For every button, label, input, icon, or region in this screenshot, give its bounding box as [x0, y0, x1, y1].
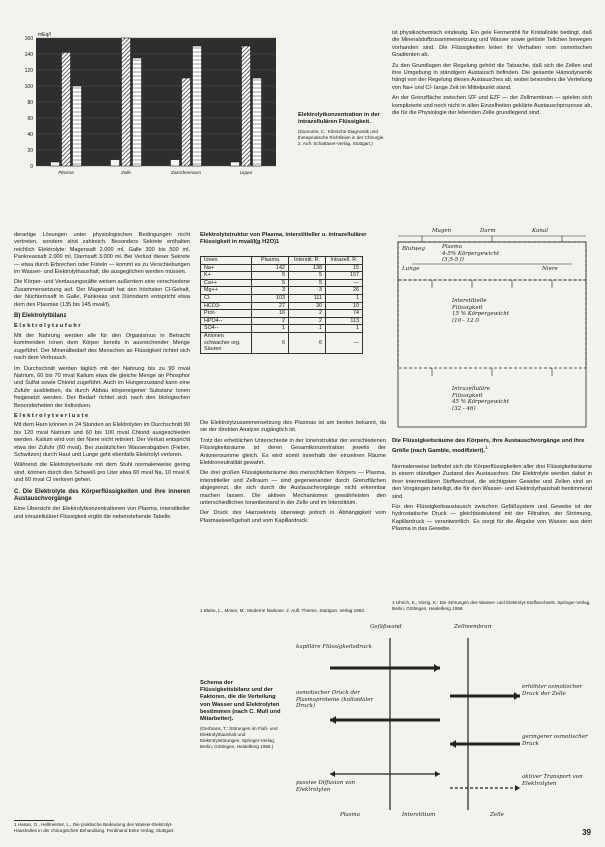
figure-3-source: (Gerbrans, T.: Störungen im Fluß- und Elektrolythaushalt und Elektrolytstörungen. Springer-Verlag, Berlin, Göttingen, Heidelberg 1958.) [200, 726, 278, 750]
ion-value-cell: 113 [326, 317, 363, 325]
table-row [201, 302, 363, 310]
paragraph: Normalerweise befindet sich die Körperflüssigkeiten aller drei Flüssigkeitsräume in einem ständigen Zustand des Austausches. Die Elektrolyte werden dabei in ihrer intermediären Stoffwechsel, die wichtigsten Gewebe und Zellen sind an den Vorgängen beteiligt, die für den Wasser- und Elektrolythaushalt bestimmend sind. [392, 464, 592, 500]
exchange-arrows [422, 236, 562, 242]
bar [122, 38, 131, 166]
ion-value-cell: 74 [326, 310, 363, 318]
paragraph: ist physikochemisch eindeutig. Ein gele Fermenthil für Kristalloide bedingt, daß die Mineralstoffzusammensetzung und Wasser sowie gelöste Teilchen bewegen vorhanden sind. Die Flüssigkeiten leiten ihr Verhalten vom osmotischen Gradienten ab. [392, 30, 592, 59]
ion-value-cell: 1 [252, 325, 289, 333]
ion-value-cell: 142 [252, 264, 289, 272]
ion-name-cell: Na+ [201, 264, 252, 272]
arrowhead [434, 664, 440, 672]
bar [242, 46, 251, 166]
table-caption [200, 232, 388, 246]
figure-1-chart [14, 30, 282, 180]
ion-value-cell: 103 [252, 294, 289, 302]
ion-value-cell: 1 [326, 325, 363, 333]
ion-name-cell: Mg++ [201, 287, 252, 295]
ion-name-cell: Anionen schwacher org. Säuren [201, 332, 252, 353]
arrowhead [514, 692, 520, 700]
x-tick-label: Plasma [58, 170, 74, 175]
figure-2-diagram [392, 228, 592, 433]
x-tick-label: Liquor [239, 170, 253, 175]
figure-2-title: Die Flüssigkeitsräume des Körpers, ihre Austauschvorgänge und ihre Größe (nach Gamble, modifiziert). [392, 438, 585, 455]
subheading: Elektrolytverluste [14, 412, 90, 419]
ion-name-cell: Ca++ [201, 279, 252, 287]
subheading: Elektrolytzufuhr [14, 323, 83, 330]
figure-1-source: (Dumonte, C.: Klinische Diagnostik und therapeutische Richtlinien in der Chirurgie. 2. Aufl. Schattauer-Verlag, Stuttgart.) [298, 129, 385, 147]
y-axis-label: mEq/l [38, 32, 51, 38]
chart-svg [14, 30, 282, 180]
bar [193, 46, 202, 166]
table-header: Interstit. R. [289, 257, 326, 265]
y-tick-label: 140 [24, 52, 33, 58]
section-heading: B) Elektrolytbilanz [14, 313, 67, 320]
paragraph: Während die Elektrolytverluste mit dem Stuhl normalerweise gering sind, können durch den Schweiß pro Liter etwa 60 mval Na, 10 mval K und 60 mval Cl verloren gehen. [14, 462, 190, 484]
table-caption-text: Elektrolytstruktur von Plasma, interstitieller u. intrazellulärer Flüssigkeit in mval/l(g H2O)1 [200, 232, 367, 246]
table-header: Intrazell. R. [326, 257, 363, 265]
bar [51, 162, 60, 166]
label-intracellular: Intrazelluläre Flüssigkeit 45 % Körpergewicht (32 - 46) [452, 386, 510, 412]
ion-value-cell: 1 [326, 294, 363, 302]
x-tick-label: Zelle [121, 170, 131, 175]
table-row [201, 325, 363, 333]
footnote: 1 Uhrich, K., Vierig, K.: Die Störungen des Wasser- und Elektrolyt-Stoffwechsels. Springer-Verlag, Berlin, Göttingen, Heidelberg 1958. [392, 600, 591, 611]
paragraph: Mit dem Harn können in 24 Stunden an Elektrolyten im Durchschnitt 90 bis 120 mval Natrium und 60 bis 100 mval Chlorid ausgeschieden werden. Kalium wird von der Niere nicht retiniert. Der Verlust entspricht etwa der Zufuhr (60 mval). Bei zusätzlichen Wasserabgaben (Fieber, Schwitzen) durch Haut und Lunge geht ebenfalls Elektrolyt verloren. [14, 422, 190, 458]
paragraph: Trotz der erheblichen Unterschiede in der Ionenstruktur der verschiedenen Flüssigkeitsräume ist deren Gesamtkonzentration jeweils der Anionensumme gleich. Es wird somit innerhalb der einzelnen Räume Elektroneutralität gewahrt. [200, 437, 386, 467]
ion-value-cell: 1 [289, 325, 326, 333]
label-plasma-bottom: Plasma [340, 812, 361, 818]
label-passive-diffusion: passive Diffusion von Elektrolyten [296, 780, 356, 793]
section-heading: C. Die Elektrolyte des Körperflüssigkeiten und ihre inneren Austauschvorgänge [14, 488, 190, 502]
table-row [201, 317, 363, 325]
table-row [201, 264, 363, 272]
y-tick-label: 160 [24, 36, 33, 42]
label-vessel-wall: Gefäßwand [370, 624, 402, 630]
paragraph: Zu den Grundlagen der Regelung gehört die Tatsache, daß sich die Zellen und ihre Umgebung in ständigem Austausch befinden. Die gesamte Hämodynamik hängt von der Regelung dieses Austausches ab, wobei besonders die Verteilung von Na+ und Cl- lange Zeit im Mittelpunkt stand. [392, 62, 592, 91]
paragraph: Eine Übersicht der Elektrolytkonzentrationen von Plasma, interstitieller und intrazellulärer Flüssigkeit ergibt die nebenstehende Tabelle. [14, 506, 190, 520]
label-active-transport: aktiver Transport von Elektrolyten [522, 774, 583, 787]
ion-value-cell: 30 [289, 302, 326, 310]
footnote-divider [14, 820, 54, 821]
label-interstitial: Interstitielle Flüssigkeit 15 % Körpergewicht (10 - 12 l) [452, 298, 510, 324]
label-plasma: Plasma 4-5% Körpergewicht (3,5-5 l) [442, 244, 500, 263]
label-darm: Darm [480, 228, 496, 234]
y-tick-label: 100 [24, 84, 33, 90]
bar [253, 78, 262, 166]
label-cell-membrane: Zellmembran [454, 624, 492, 630]
ion-value-cell: 10 [326, 302, 363, 310]
table-row [201, 310, 363, 318]
ion-value-cell: 2 [252, 317, 289, 325]
label-oncotic-pressure: osmotischer Druck der Plasmaproteine (kolloidaler Druck) [296, 690, 374, 709]
table-header-row [201, 257, 363, 265]
ion-name-cell: SO4-- [201, 325, 252, 333]
arrowhead [330, 716, 336, 724]
ion-name-cell: HCO3- [201, 302, 252, 310]
label-lower-osmotic: geringerer osmotischer Druck [522, 734, 588, 747]
page-number: 39 [582, 828, 591, 837]
bar [231, 162, 240, 166]
label-magen: Magen [432, 228, 452, 234]
table-row [201, 332, 363, 353]
ion-value-cell: 6 [252, 332, 289, 353]
label-kanal: Kanal [532, 228, 548, 234]
bar [62, 52, 71, 166]
ion-table-wrap [200, 256, 363, 354]
table-header: Ionen [201, 257, 252, 265]
table-row [201, 279, 363, 287]
table-header: Plasma [252, 257, 289, 265]
paragraph: An der Grenzfläche zwischen IZF und EZF — der Zellmembran — spielen sich komplizierte und noch nicht in allen Einzelheiten geklärte Austauschprozesse ab, die für die Physiologie der lebenden Zelle grundlegend sind. [392, 95, 592, 117]
ion-value-cell: 6 [289, 332, 326, 353]
ion-value-cell: 2 [289, 310, 326, 318]
ion-value-cell: 138 [289, 264, 326, 272]
footnote: 1 Hasan, G., Hellmeister, L., Die praktische Bedeutung des Wasser-Elektrolyt-Haushaltes in der chirurgischen Behandlung. Ferdinand Enke Verlag, Stuttgart. [14, 822, 175, 833]
y-tick-label: 60 [27, 116, 33, 122]
paragraph: Im Durchschnitt werden täglich mit der Nahrung bis zu 90 mval Natrium, 60 bis 70 mval Kalium etwa die gleiche Menge an Phosphor und Sulfat sowie Chlorid zugeführt. Auch im Hungerzustand kann eine Zufuhr ausbleiben, da durch Abbau körpereigener Substanz Ionen freigesetzt werden. Der Bedarf richtet sich nach den biologischen Besonderheiten der Individuen. [14, 365, 190, 409]
ion-value-cell: 2 [289, 317, 326, 325]
ion-value-cell: 5 [289, 279, 326, 287]
paragraph: Mit der Nahrung werden alle für den Organismus in Betracht kommenden Ionen dem Körper bereits in ausreichender Menge zugeführt. Der Mineralbedarf des Menschen an Flüssigkeit richtet sich nach dem Verbrauch. [14, 332, 190, 362]
top-right-text [392, 30, 592, 120]
ion-value-cell: 157 [326, 272, 363, 280]
interstitial-compartment [398, 280, 586, 368]
y-tick-label: 20 [27, 148, 33, 154]
figure-2-note-marker: 1 [485, 446, 488, 452]
figure-3-svg [290, 624, 594, 824]
ion-value-cell: 111 [289, 294, 326, 302]
ion-value-cell: 3 [289, 287, 326, 295]
ion-name-cell: HPO4-- [201, 317, 252, 325]
label-niere: Niere [542, 266, 558, 272]
label-capillary-pressure: kapilläre Flüssigkeitsdruck [296, 644, 372, 650]
ion-name-cell: Prot- [201, 310, 252, 318]
ion-name-cell: K+ [201, 272, 252, 280]
y-tick-label: 40 [27, 132, 33, 138]
ion-value-cell: 26 [326, 287, 363, 295]
bar [133, 58, 142, 166]
ion-name-cell: Cl- [201, 294, 252, 302]
figure-3-title: Schema der Flüssigkeitsbilanz und der Faktoren, die die Verteilung von Wasser und Elektrolyten bestimmen (nach C. Mull und Mitarbeiter). [200, 680, 281, 723]
paragraph: Die Elektrolytzusammensetzung des Plasmas ist am besten bekannt, da sie der direkten Analyse zugänglich ist. [200, 420, 386, 434]
table-row [201, 272, 363, 280]
y-tick-label: 0 [30, 164, 33, 170]
x-tick-label: Zwischenraum [171, 170, 201, 175]
arrowhead [450, 740, 456, 748]
label-bluter: Blutweg [402, 246, 426, 252]
ion-table [200, 256, 363, 354]
label-cell-bottom: Zelle [490, 812, 504, 818]
figure-1-title: Elektrolytkonzentration in der intrazellulären Flüssigkeit. [298, 112, 380, 126]
bar [73, 86, 82, 166]
figure-1-caption [298, 112, 386, 147]
arrowhead [515, 785, 520, 791]
ion-value-cell: 5 [289, 272, 326, 280]
label-cell-osmotic: erhöhter osmotischer Druck der Zelle [522, 684, 583, 697]
paragraph: Der Druck des Harnsekrets überwiegt jedoch in Abhängigkeit vom Plasmaeiweißgehalt und vom Kapillardruck. [200, 510, 386, 524]
y-tick-label: 80 [27, 100, 33, 106]
ion-value-cell: — [326, 332, 363, 353]
ion-value-cell: 27 [252, 302, 289, 310]
ion-value-cell: 15 [326, 264, 363, 272]
ion-value-cell: 16 [252, 310, 289, 318]
paragraph: Für den Flüssigkeitsaustausch zwischen Gefäßsystem und Gewebe ist der hydrostatische Druck — gleichbedeutend mit der Filtration, der Strömung, Kapillardruck — verantwortlich. Es sorgt für die Abgabe von Wasser aus dem Plasma in das Gewebe. [392, 504, 592, 533]
bar [111, 160, 120, 166]
paragraph: Die Körper- und Verdauungssäfte weisen außerdem eine verschiedene Zusammensetzung auf. Der Magensaft hat den höchsten Cl-Gehalt, der Nüchternsaft in Galle, Pankreas und Dünndarm entspricht etwa dem des Plasmas (135 bis 145 mval/l). [14, 279, 190, 308]
ion-value-cell: 5 [252, 272, 289, 280]
left-column [14, 232, 190, 524]
footnote: 1 Blahe, L., Moser, M., Moderne Narkose. 2. Aufl. Thieme, Stuttgart. Verlag 1963. [200, 608, 366, 613]
bar [171, 160, 180, 166]
y-tick-label: 120 [24, 68, 33, 74]
paragraph: derartige Lösungen unter physiologischen Bedingungen nicht vertreten, sondern sind zahlreich. Besonders Sekrete enthalten reichlich Elektrolyte: Magensaft 2.000 ml, Galle 300 bis 500 ml, Pankreassaft 2.000 ml, Darmsaft 3.000 ml. Bei Verlust dieser Sekrete — etwa durch Erbrechen oder Fisteln — kommt es zu Verschiebungen im Wasser- und Elektrolythaushalt, die ausgeglichen werden müssen. [14, 232, 190, 276]
middle-column-text [200, 420, 386, 528]
table-row [201, 287, 363, 295]
paragraph: Die drei großen Flüssigkeitsräume des menschlichen Körpers — Plasma, interstitieller und Zellraum — sind gegeneinander durch Grenzflächen abgegrenzt, die sich durch die Austauschvorgänge nicht erkennbar machen lassen. Die aktiven Mechanismen gewährleisten den unterschiedlichen Ionenbestand in der Zelle und im Interstitium. [200, 470, 386, 507]
ion-value-cell: 5 [252, 279, 289, 287]
ion-value-cell: — [326, 279, 363, 287]
ion-table-body [201, 264, 363, 353]
interstitial-cell-arrows [432, 368, 552, 376]
figure-2-caption [392, 438, 592, 455]
label-lunge: Lunge [402, 266, 420, 272]
bar [182, 78, 191, 166]
label-interstitium-bottom: Interstitium [402, 812, 436, 818]
table-row [201, 294, 363, 302]
ion-value-cell: 3 [252, 287, 289, 295]
figure-3-caption [200, 680, 284, 750]
figure-3-diagram [290, 624, 594, 824]
right-column-text [392, 464, 592, 537]
plasma-interstitial-arrows [432, 280, 552, 288]
